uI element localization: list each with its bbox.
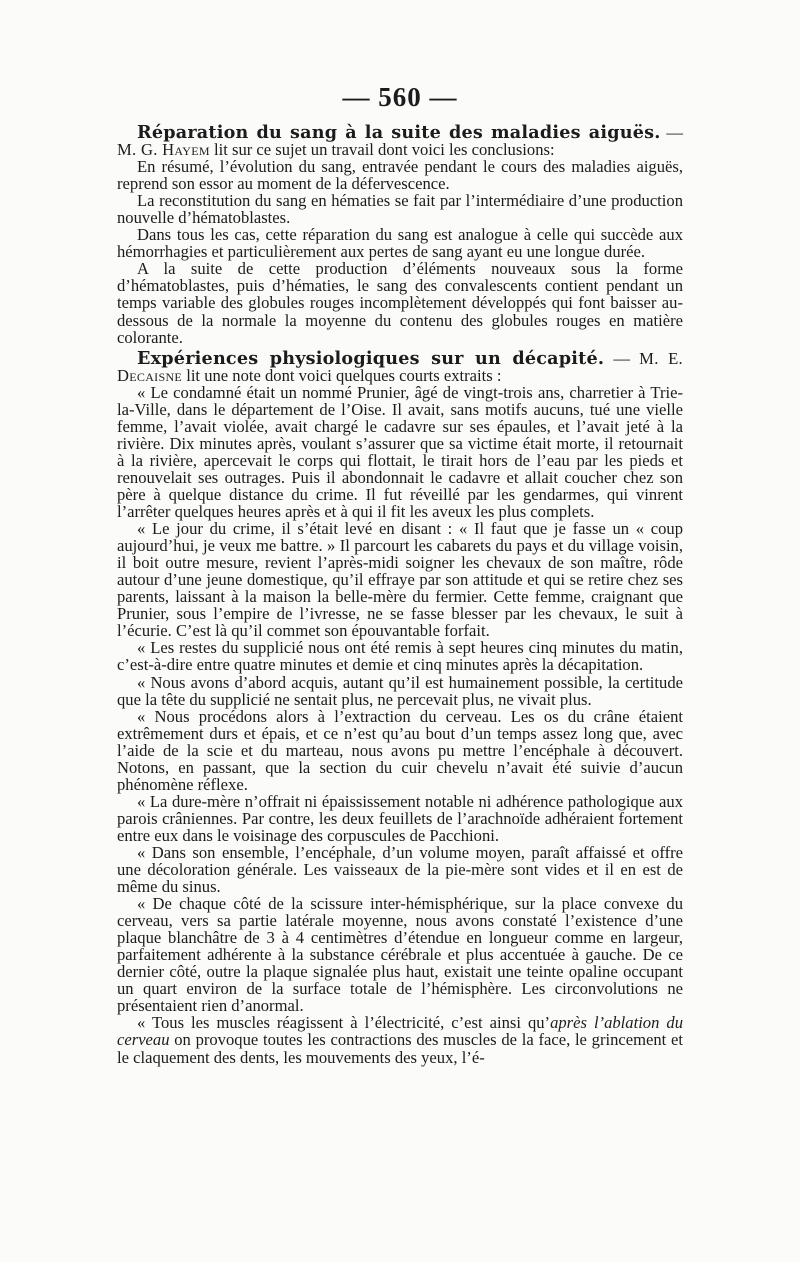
lead-text: lit une note dont voici quelques courts extraits : <box>182 365 502 385</box>
heading-dash: — <box>660 123 683 142</box>
paragraph-text: « Tous les muscles réagissent à l’électricité, c’est ainsi qu’ <box>137 1013 551 1033</box>
paragraph: « De chaque côté de la scissure inter-hémisphérique, sur la place convexe du cerveau, vers sa partie latérale moyenne, nous avons constaté l’existence d’une plaque blanchâtre de 3 à 4 centimètres d’étendue en longueur comme en largeur, parfaitement adhérente à la substance cérébrale et plus accentuée à gauche. De ce dernier côté, outre la plaque signalée plus haut, existait une teinte opaline occupant un quart environ de la surface totale de l’hémisphère. Les circonvolutions ne présentaient rien d’anormal. <box>117 894 683 1016</box>
paragraph: « Le condamné était un nommé Prunier, âgé de vingt-trois ans, charretier à Trie-la-Ville, dans le département de l’Oise. Il avait, sans motifs aucuns, tué une vielle femme, l’avait violée, avait chargé le cadavre sur ses épaules, et l’avait jeté à la rivière. Dix minutes après, voulant s’assurer que sa victime était morte, il retournait à la rivière, apercevait le corps qui flottait, le tirait hors de l’eau par les pieds et renouvelait ses outrages. Puis il abondonnait le cadavre et allait coucher chez son père à quelque distance du crime. Il fut réveillé par les gendarmes, qui vinrent l’arrêter quelques heures après et à qui il fit les aveux les plus complets. <box>117 382 683 522</box>
paragraph <box>117 1014 683 1065</box>
paragraph: La reconstitution du sang en hématies se fait par l’intermédiaire d’une production nouvelle d’hématoblastes. <box>117 191 683 228</box>
author-name: M. E. Decaisne <box>117 348 684 385</box>
paragraph: En résumé, l’évolution du sang, entravée pendant le cours des maladies aiguës, reprend son essor au moment de la défervescence. <box>117 157 683 194</box>
italic-phrase: après l’ablation du cerveau <box>117 1013 683 1050</box>
section-lead <box>117 124 683 158</box>
lead-text: lit sur ce sujet un travail dont voici les conclusions: <box>209 140 555 160</box>
author-name: M. G. Hayem <box>117 140 210 160</box>
page-number: — 560 — <box>342 82 458 112</box>
text-column <box>117 124 683 1066</box>
paragraph: « Nous avons d’abord acquis, autant qu’il est humainement possible, la certitude que la tête du supplicié ne sentait plus, ne percevait plus, ne vivait plus. <box>117 672 683 709</box>
paragraph: « Les restes du supplicié nous ont été remis à sept heures cinq minutes du matin, c’est-à-dire entre quatre minutes et demie et cinq minutes après la décapitation. <box>117 638 683 675</box>
section <box>117 347 684 1067</box>
section-heading: Expériences physiologiques sur un décapité. <box>137 347 605 369</box>
paragraph: « Nous procédons alors à l’extraction du cerveau. Les os du crâne étaient extrêmement durs et épais, et ce n’est qu’au bout d’un temps assez long que, avec l’aide de la scie et du marteau, nous avons pu mettre l’encéphale à découvert. Notons, en passant, que la section du cuir chevelu n’avait été suivie d’aucun phénomène réflexe. <box>117 706 683 794</box>
heading-dash: — <box>604 348 640 368</box>
paragraph: « La dure-mère n’offrait ni épaississement notable ni adhérence pathologique aux parois crâniennes. Par contre, les deux feuillets de l’arachnoïde adhéraient fortement entre eux dans le voisinage des corpuscules de Pacchioni. <box>117 791 683 845</box>
paragraph-text: on provoque toutes les contractions des muscles de la face, le grincement et le claquement des dents, les mouvements des yeux, l’é- <box>117 1030 683 1067</box>
paragraph: A la suite de cette production d’éléments nouveaux sous la forme d’hématoblastes, puis d’hématies, le sang des convalescents contient pendant un temps variable des globules rouges incomplètement développés qui font baisser au-dessous de la normale la moyenne du contenu des globules rouges en matière colorante. <box>117 259 683 347</box>
section <box>117 124 683 346</box>
section-lead <box>117 347 684 385</box>
paragraph: « Dans son ensemble, l’encéphale, d’un volume moyen, paraît affaissé et offre une décoloration générale. Les vaisseaux de la pie-mère sont vides et il en est de même du sinus. <box>117 842 683 897</box>
paragraph: « Le jour du crime, il s’était levé en disant : « Il faut que je fasse un « coup aujourd’hui, je veux me battre. » Il parcourt les cabarets du pays et du village voisin, il boit outre mesure, revient l’après-midi soigner les chevaux de son maître, rôde autour d’une jeune domestique, qu’il effraye par son attitude et qui se retire chez ses parents, laissant à la maison la belle-mère du fermier. Cette femme, craignant que Prunier, sous l’empire de l’ivresse, ne se fasse blesser par les chevaux, le suit à l’écurie. C’est là qu’il commet son épouvantable forfait. <box>117 519 683 641</box>
paragraph: Dans tous les cas, cette réparation du sang est analogue à celle qui succède aux hémorrhagies et particulièrement aux pertes de sang ayant eu une longue durée. <box>117 225 683 262</box>
section-heading: Réparation du sang à la suite des maladies aiguës. <box>137 122 661 143</box>
